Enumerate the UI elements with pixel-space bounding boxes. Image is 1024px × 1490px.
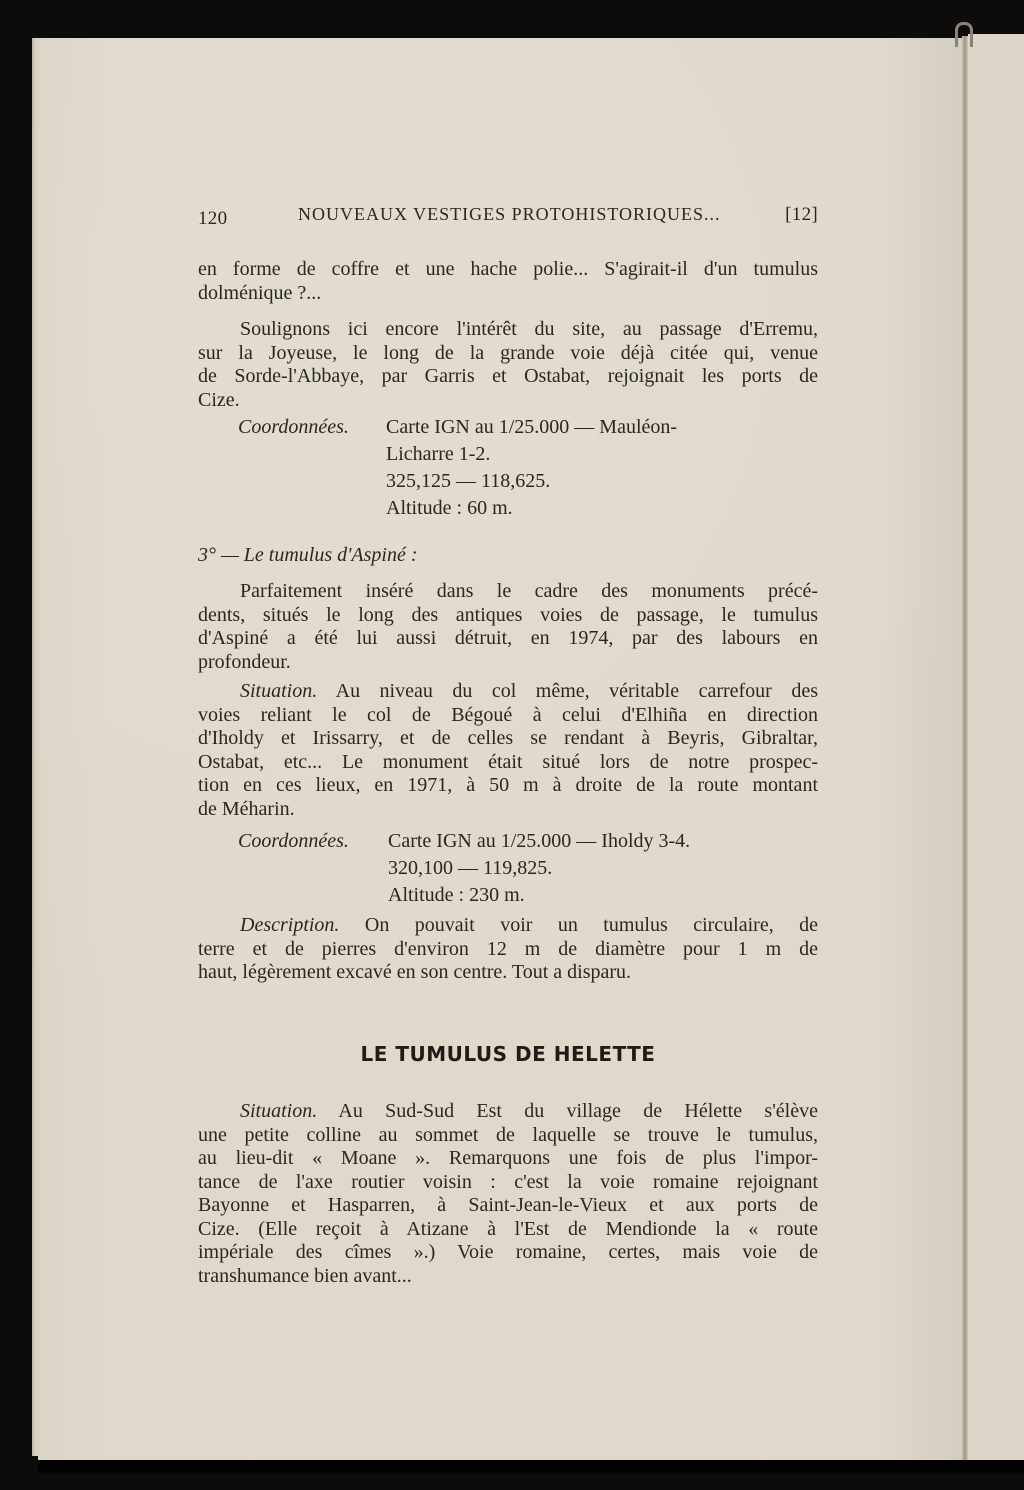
coordinates-value: Altitude : 60 m. <box>386 497 513 519</box>
text-line: dents, situés le long des antiques voies de passage, le tumulus <box>198 603 818 626</box>
text-line: impériale des cîmes ».) Voie romaine, certes, mais voie de <box>198 1241 818 1263</box>
coordinates-value: Carte IGN au 1/25.000 — Iholdy 3-4. <box>388 830 691 852</box>
text-line: tion en ces lieux, en 1971, à 50 m à droite de la route montant <box>198 774 818 796</box>
text-line: de Sorde-l'Abbaye, par Garris et Ostabat, rejoignait les ports de <box>198 365 818 387</box>
paragraph-aspine <box>198 580 818 674</box>
text-line: sur la Joyeuse, le long de la grande voie déjà citée qui, venue <box>198 341 818 364</box>
text-line <box>198 914 818 938</box>
text-line: profondeur. <box>198 650 291 673</box>
coordinates-label: Coordonnées. <box>238 416 349 438</box>
text-line: Ostabat, etc... Le monument était situé lors de notre prospec- <box>198 750 818 773</box>
coordinates-value: Altitude : 230 m. <box>388 884 525 906</box>
section-number: [12] <box>785 204 818 225</box>
text-line: tance de l'axe routier voisin : c'est la voie romaine rejoignant <box>198 1170 818 1193</box>
text-line: voies reliant le col de Bégoué à celui d'Elhiña en direction <box>198 703 818 726</box>
text-line: transhumance bien avant... <box>198 1264 412 1287</box>
text-line: Cize. (Elle reçoit à Atizane à l'Est de Mendionde la « route <box>198 1217 818 1240</box>
text-run: Au Sud-Sud Est du village de Hélette s'élève <box>338 1100 818 1122</box>
text-line <box>198 680 818 704</box>
section-title: LE TUMULUS DE HELETTE <box>360 1042 656 1066</box>
text-run: On pouvait voir un tumulus circulaire, de <box>364 914 819 936</box>
situation-label: Situation. <box>240 680 318 702</box>
text-line: Parfaitement inséré dans le cadre des monuments précé- <box>240 580 818 602</box>
running-head <box>198 204 818 230</box>
subheading-aspine: 3° — Le tumulus d'Aspiné : <box>198 544 418 566</box>
text-line: d'Aspiné a été lui aussi détruit, en 1974, par des labours en <box>198 627 818 649</box>
coordinates-label: Coordonnées. <box>238 830 349 852</box>
facing-page-edge <box>968 34 1024 1460</box>
paragraph-situation-helette <box>198 1100 818 1288</box>
situation-label: Situation. <box>240 1100 318 1122</box>
coordinates-value: 320,100 — 119,825. <box>388 857 553 879</box>
text-line: haut, légèrement excavé en son centre. Tout a disparu. <box>198 961 632 983</box>
paragraph-continuation <box>198 258 818 305</box>
coordinates-value: Carte IGN au 1/25.000 — Mauléon- <box>386 416 678 438</box>
text-line: de Méharin. <box>198 797 295 820</box>
paragraph-situation-aspine <box>198 680 818 821</box>
description-label: Description. <box>240 914 340 936</box>
coordinates-value: Licharre 1-2. <box>386 443 491 465</box>
staple-icon <box>955 22 973 47</box>
text-line: Cize. <box>198 388 240 411</box>
text-line: d'Iholdy et Irissarry, et de celles se rendant à Beyris, Gibraltar, <box>198 727 818 749</box>
text-line: en forme de coffre et une hache polie... S'agirait-il d'un tumulus <box>198 258 818 280</box>
running-title: NOUVEAUX VESTIGES PROTOHISTORIQUES... <box>298 204 721 224</box>
text-line: Bayonne et Hasparren, à Saint-Jean-le-Vieux et aux ports de <box>198 1194 818 1216</box>
text-line: dolménique ?... <box>198 281 322 304</box>
page-shadow <box>38 1460 1024 1474</box>
paragraph-description <box>198 914 818 985</box>
text-line <box>198 1100 818 1124</box>
text-line: une petite colline au sommet de laquelle se trouve le tumulus, <box>198 1123 818 1146</box>
paragraph-erremu <box>198 318 818 412</box>
coordinates-value: 325,125 — 118,625. <box>386 470 551 492</box>
text-line: au lieu-dit « Moane ». Remarquons une fois de plus l'impor- <box>198 1147 818 1169</box>
text-line: Soulignons ici encore l'intérêt du site, au passage d'Erremu, <box>240 318 818 340</box>
text-line: terre et de pierres d'environ 12 m de diamètre pour 1 m de <box>198 937 818 960</box>
text-run: Au niveau du col même, véritable carrefour des <box>335 680 818 702</box>
page-number: 120 <box>198 208 228 229</box>
book-gutter <box>962 36 968 1462</box>
